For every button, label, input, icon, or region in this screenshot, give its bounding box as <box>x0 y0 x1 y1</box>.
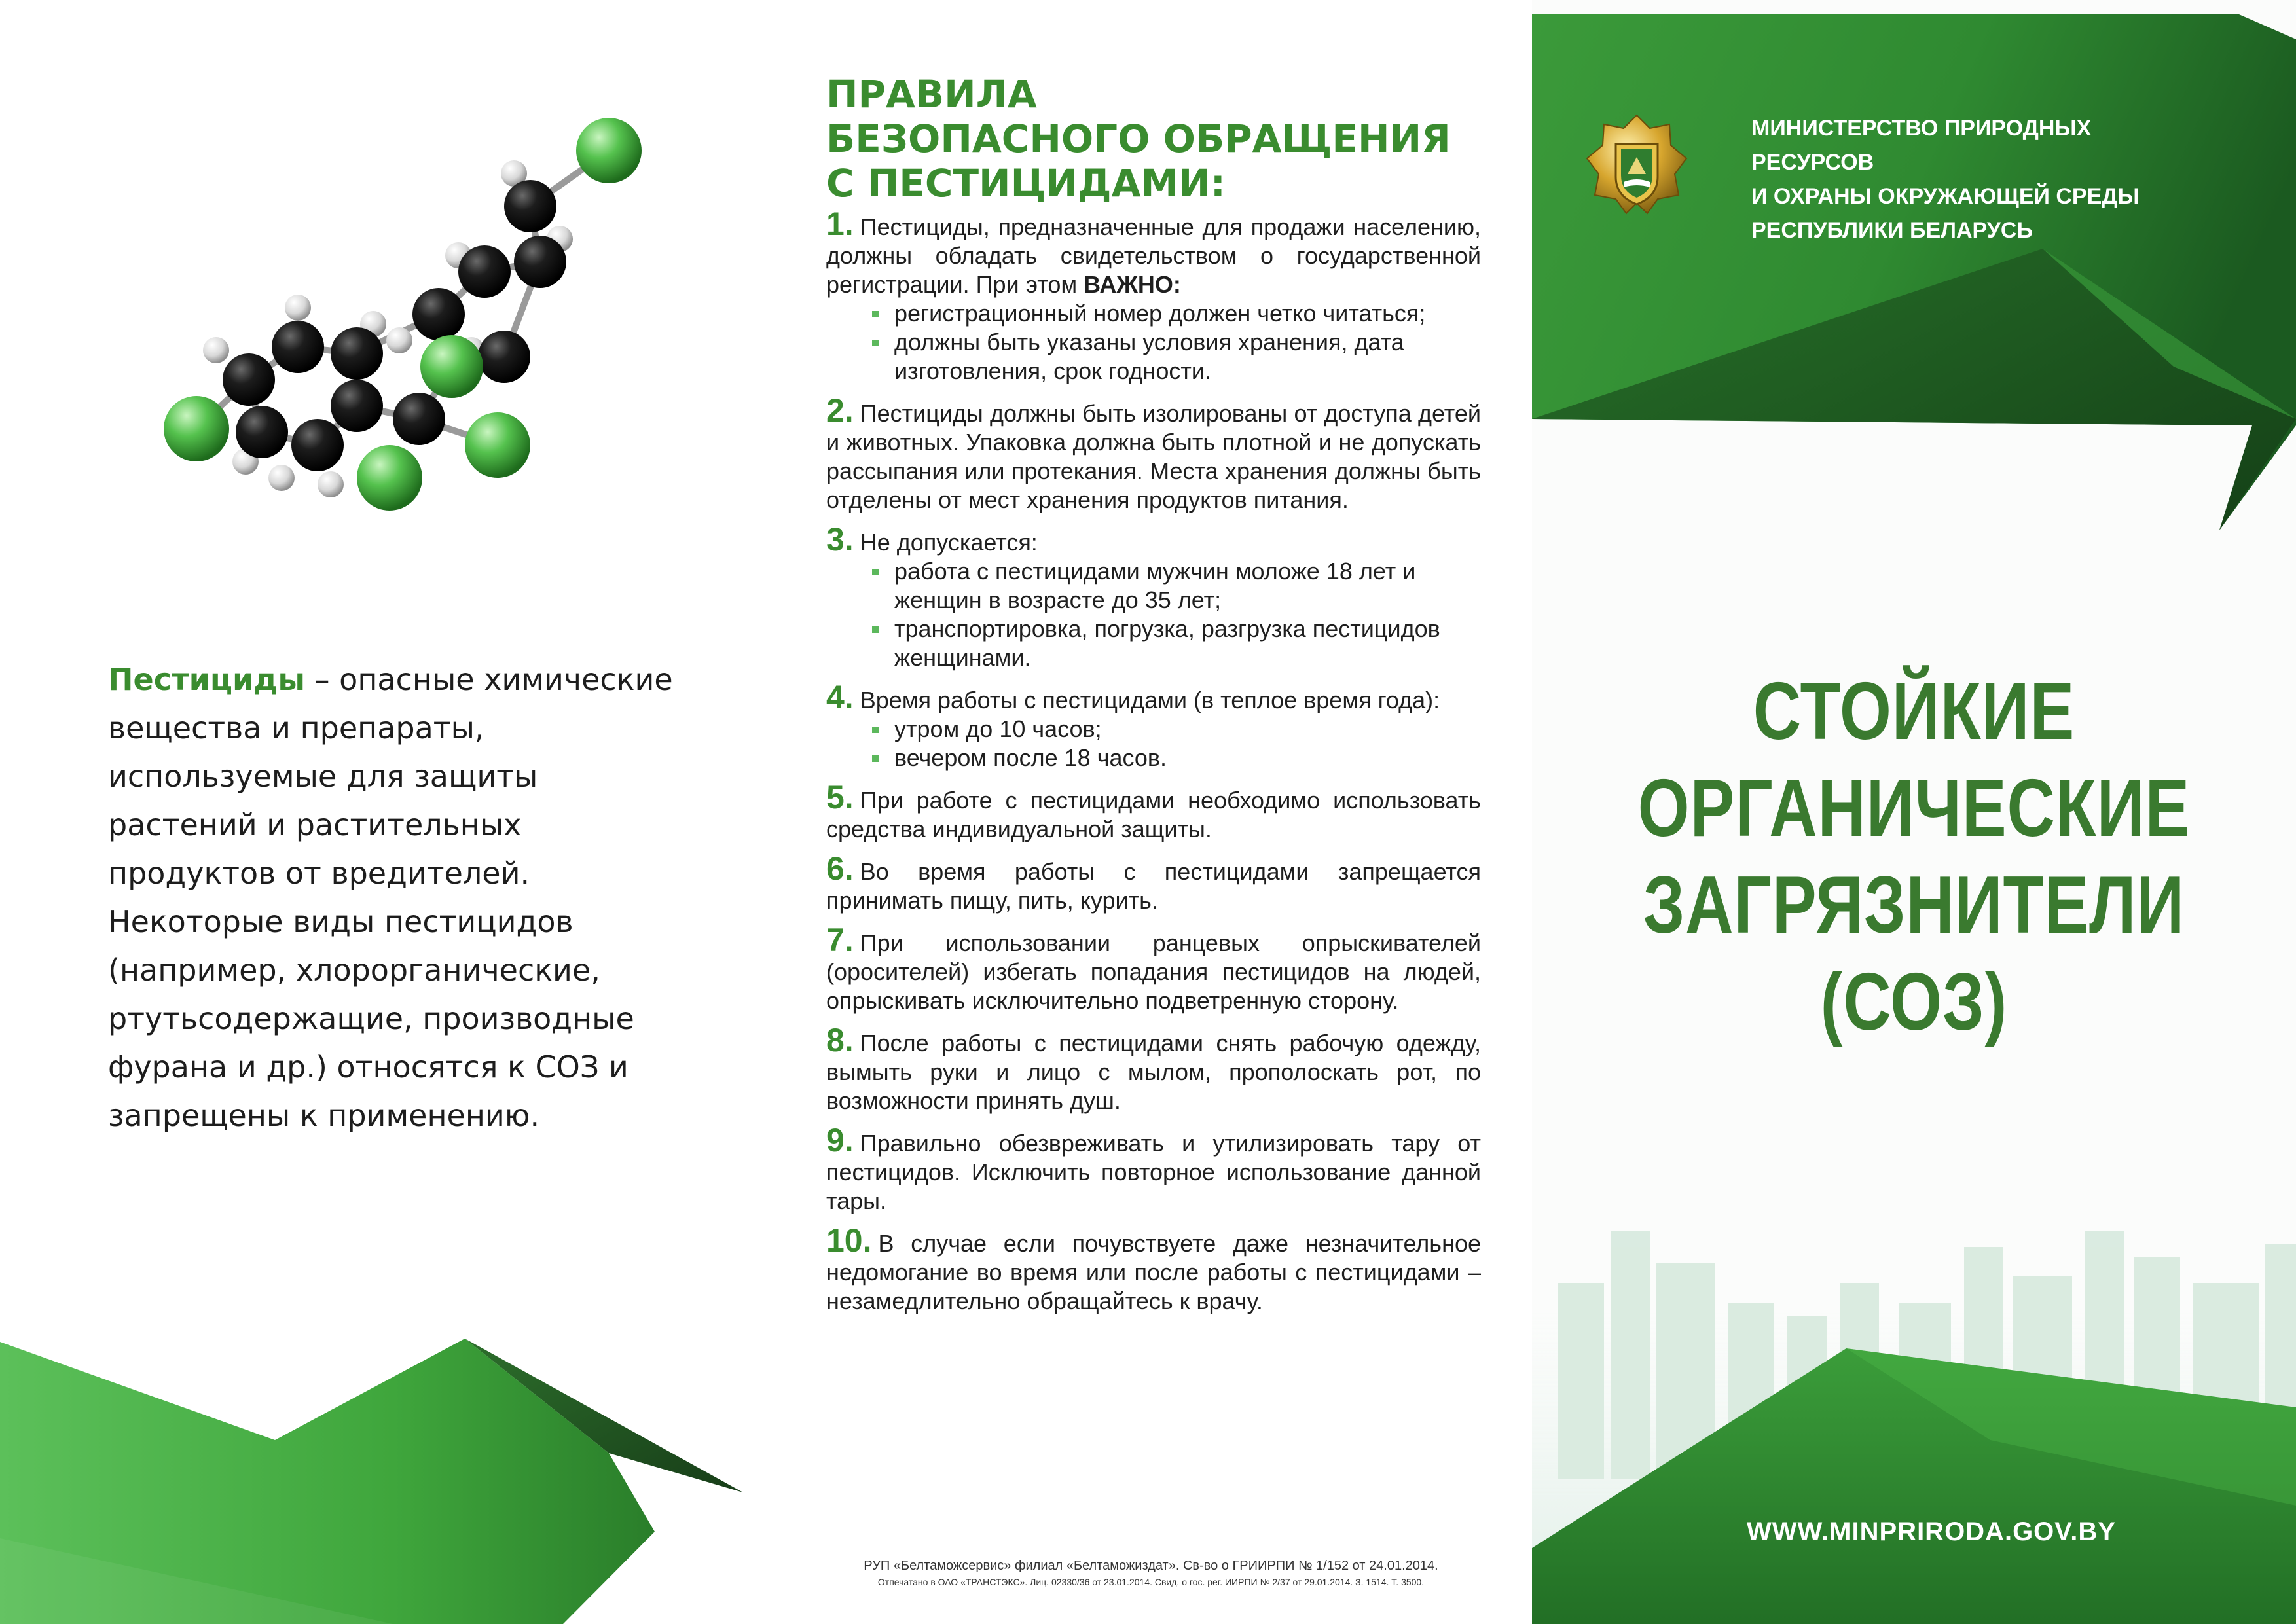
rule-sublist <box>826 715 1481 772</box>
rule-bullet: должны быть указаны условия хранения, дата изготовления, срок годности. <box>872 328 1481 386</box>
rule-emphasis: ВАЖНО: <box>1084 271 1181 298</box>
rule-bullet: работа с пестицидами мужчин моложе 18 лет и женщин в возрасте до 35 лет; <box>872 557 1481 615</box>
rule-sublist <box>826 299 1481 386</box>
rule-number: 5. <box>826 779 854 816</box>
pesticide-definition-text: – опасные химические вещества и препараты, используемые для защиты растений и растительных продуктов от вредителей. Некоторые виды пестицидов (например, хлорорганические, ртутьсодержащие, производные фурана и др.) относятся к СОЗ и запрещены к применению. <box>108 662 673 1133</box>
rule-number: 4. <box>826 679 854 715</box>
rule-text: При использовании ранцевых опрыскивателей (оросителей) избегать попадания пестицидов на людей, опрыскивать исключительно подветренную сторону. <box>826 929 1481 1014</box>
rule-item <box>826 850 1481 915</box>
green-ribbon-graphic <box>0 1276 766 1624</box>
rules-heading-line: С ПЕСТИЦИДАМИ: <box>826 161 1226 206</box>
poster-title-line: ОРГАНИЧЕСКИЕ <box>1637 763 2191 854</box>
poster-title-line: ЗАГРЯЗНИТЕЛИ <box>1643 860 2185 951</box>
rule-item <box>826 1022 1481 1115</box>
rule-number: 10. <box>826 1222 872 1259</box>
rule-number: 1. <box>826 206 854 242</box>
rule-text: Пестициды должны быть изолированы от доступа детей и животных. Упаковка должна быть плотной и не допускать рассыпания или протекания. Места хранения должны быть отделены от мест хранения продуктов питания. <box>826 400 1481 513</box>
left-panel <box>0 0 766 1624</box>
right-panel <box>1532 0 2296 1624</box>
rule-bullet: утром до 10 часов; <box>872 715 1481 744</box>
ministry-name <box>1751 111 2210 247</box>
rule-text: Пестициды, предназначенные для продажи населению, должны обладать свидетельством о государственной регистрации. При этом <box>826 213 1481 298</box>
rules-list <box>826 206 1481 1326</box>
rule-item <box>826 679 1481 772</box>
pesticide-definition <box>108 655 678 1140</box>
middle-panel <box>766 0 1532 1624</box>
ministry-name-line: И ОХРАНЫ ОКРУЖАЮЩЕЙ СРЕДЫ <box>1751 184 2140 209</box>
ministry-name-line: МИНИСТЕРСТВО ПРИРОДНЫХ РЕСУРСОВ <box>1751 116 2092 175</box>
rule-number: 6. <box>826 850 854 887</box>
rules-heading-line: БЕЗОПАСНОГО ОБРАЩЕНИЯ <box>826 117 1451 162</box>
poster-title-line: СТОЙКИЕ <box>1753 666 2075 757</box>
rule-number: 2. <box>826 392 854 429</box>
rule-number: 8. <box>826 1022 854 1058</box>
rule-item <box>826 1122 1481 1216</box>
imprint-line: РУП «Белтаможсервис» филиал «Белтаможиздат». Св-во о ГРИИРПИ № 1/152 от 24.01.2014. <box>864 1559 1438 1573</box>
rule-text: Время работы с пестицидами (в теплое время года): <box>860 687 1440 713</box>
rule-text: После работы с пестицидами снять рабочую одежду, вымыть руки и лицо с мылом, прополоскать рот, по возможности принять душ. <box>826 1030 1481 1114</box>
rules-heading-line: ПРАВИЛА <box>826 72 1037 117</box>
pesticide-term: Пестициды <box>108 662 305 697</box>
molecule-illustration <box>131 98 668 517</box>
rule-text: Не допускается: <box>860 529 1038 556</box>
poster-title-line: (СОЗ) <box>1820 957 2008 1048</box>
rule-sublist <box>826 557 1481 672</box>
rule-item <box>826 392 1481 514</box>
ministry-block <box>1584 105 2174 243</box>
rule-text: При работе с пестицидами необходимо использовать средства индивидуальной защиты. <box>826 787 1481 842</box>
rule-bullet: вечером после 18 часов. <box>872 744 1481 772</box>
rule-number: 9. <box>826 1122 854 1159</box>
rule-text: Во время работы с пестицидами запрещается принимать пищу, пить, курить. <box>826 858 1481 914</box>
imprint-line: Отпечатано в ОАО «ТРАНСТЭКС». Лиц. 02330/36 от 23.01.2014. Свид. о гос. рег. ИИРПИ № 2/37 от 29.01.2014. З. 1514. Т. 3500. <box>877 1577 1425 1587</box>
website-link[interactable]: WWW.MINPRIRODA.GOV.BY <box>1747 1517 2116 1546</box>
rule-item <box>826 779 1481 844</box>
imprint <box>824 1557 1478 1589</box>
ministry-emblem-icon <box>1584 111 1689 216</box>
rule-text: Правильно обезвреживать и утилизировать тару от пестицидов. Исключить повторное использование данной тары. <box>826 1130 1481 1214</box>
poster-title <box>1601 663 2227 1051</box>
rule-text: В случае если почувствуете даже незначительное недомогание во время или после работы с пестицидами – незамедлительно обращайтесь к врачу. <box>826 1230 1481 1314</box>
rule-item <box>826 922 1481 1015</box>
rule-item <box>826 1222 1481 1316</box>
ministry-name-line: РЕСПУБЛИКИ БЕЛАРУСЬ <box>1751 218 2033 243</box>
rule-item <box>826 206 1481 386</box>
rule-number: 7. <box>826 922 854 958</box>
rule-item <box>826 521 1481 672</box>
rule-bullet: регистрационный номер должен четко читаться; <box>872 299 1481 328</box>
rules-heading <box>826 72 1468 206</box>
rule-bullet: транспортировка, погрузка, разгрузка пестицидов женщинами. <box>872 615 1481 672</box>
rule-number: 3. <box>826 521 854 558</box>
